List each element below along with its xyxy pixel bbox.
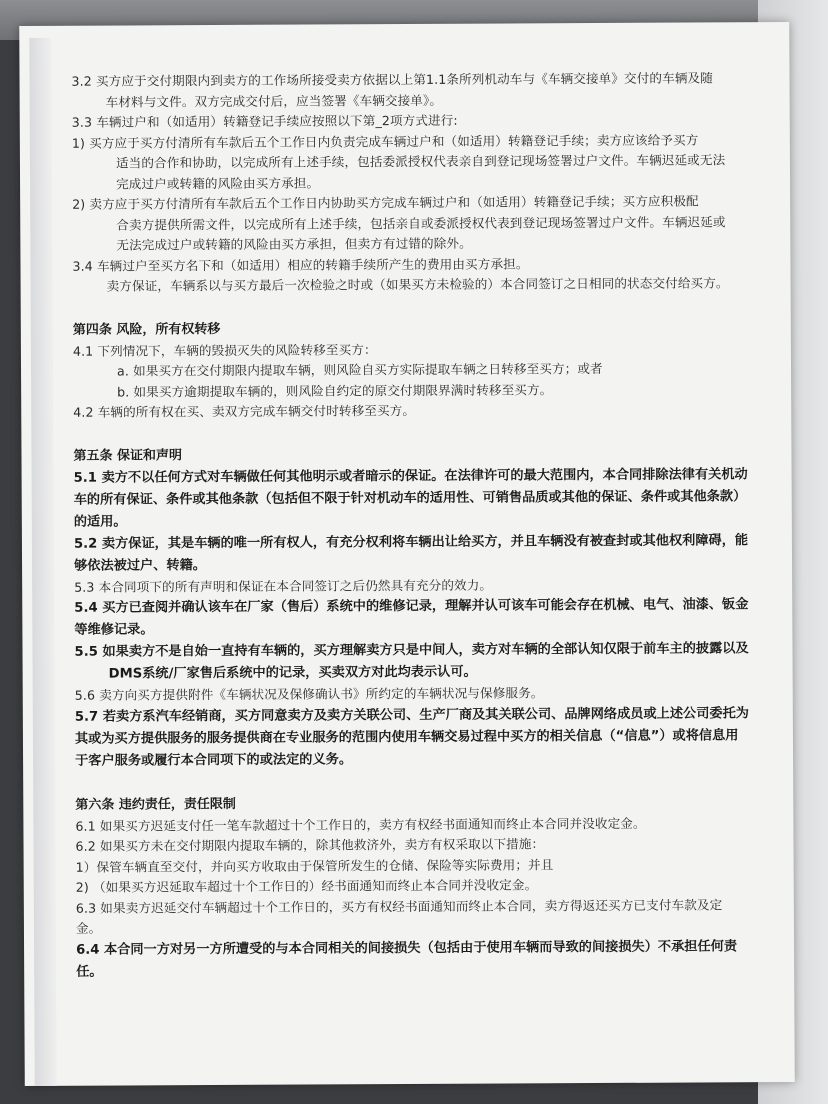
text-line: 完成过户或转籍的风险由买方承担。	[116, 174, 320, 192]
text-line: 5.5 如果卖方不是自始一直持有车辆的，买方理解卖方只是中间人，卖方对车辆的全部认知仅限于前车主的披露以及	[74, 641, 749, 660]
text-line: 适当的合作和协助，以完成所有上述手续，包括委派授权代表亲自到登记现场签署过户文件。车辆迟延或无法	[115, 152, 726, 171]
text-line: 1）保管车辆直至交付，并向买方收取由于保管所发生的仓储、保险等实际费用；并且	[75, 856, 554, 875]
text-line: 5.1 卖方不以任何方式对车辆做任何其他明示或者暗示的保证。在法律许可的最大范围内，本合同排除法律有关机动	[73, 466, 748, 486]
text-line: 5.7 若卖方系汽车经销商，买方同意卖方及卖方关联公司、生产厂商及其关联公司、品牌网络成员或上述公司委托为	[74, 705, 750, 725]
section-heading: 第五条 保证和声明	[73, 447, 183, 464]
text-line: 卖方保证，车辆系以与买方最后一次检验之时或（如果买方未检验的）本合同签订之日相同的状态交付给买方。	[106, 275, 729, 294]
text-line: 金。	[75, 920, 102, 936]
contract-text	[71, 68, 766, 983]
text-line: 任。	[76, 964, 103, 980]
section-heading: 第四条 风险，所有权转移	[72, 321, 221, 338]
text-line: a. 如果买方在交付期限内提取车辆，则风险自买方实际提取车辆之日转移至买方；或者	[116, 360, 603, 379]
text-line: 3.4 车辆过户至买方名下和（如适用）相应的转籍手续所产生的费用由买方承担。	[72, 255, 529, 274]
text-line: 等维修记录。	[74, 622, 154, 638]
text-line: 4.1 下列情况下，车辆的毁损灭失的风险转移至买方：	[72, 341, 377, 359]
text-line: 6.4 本合同一方对另一方所遭受的与本合同相关的间接损失（包括由于使用车辆而导致的间接损失）不承担任何责	[76, 938, 738, 958]
text-line: 5.6 卖方向买方提供附件《车辆状况及保修确认书》所约定的车辆状况与保修服务。	[74, 685, 544, 703]
text-line: 于客户服务或履行本合同项下的或法定的义务。	[75, 751, 353, 769]
text-line: 够依法被过户、转籍。	[74, 557, 206, 574]
text-line: 5.3 本合同项下的所有声明和保证在本合同签订之后仍然具有充分的效力。	[74, 577, 493, 595]
text-line: 2) （如果买方迟延取车超过十个工作日的）经书面通知而终止本合同并没收定金。	[75, 877, 538, 895]
text-line: 无法完成过户或转籍的风险由买方承担，但卖方有过错的除外。	[116, 235, 472, 253]
text-line: 6.3 如果卖方迟延交付车辆超过十个工作日的，买方有权经书面通知而终止本合同，卖方得返还买方已支付车款及定	[75, 896, 723, 916]
text-line: DMS系统/厂家售后系统中的记录，买卖双方对此均表示认可。	[108, 664, 477, 682]
text-line: 6.2 如果买方未在交付期限内提取车辆的，除其他救济外，卖方有权采取以下措施：	[75, 836, 545, 854]
page-edge	[29, 38, 57, 1086]
text-line: 其或为买方提供服务的服务提供商在专业服务的范围内使用车辆交易过程中买方的相关信息（“信息”）或将信息用	[74, 727, 739, 747]
text-line: 3.2 买方应于交付期限内到卖方的工作场所接受卖方依据以上第1.1条所列机动车与《车辆交接单》交付的车辆及随	[71, 70, 713, 89]
text-line: 4.2 车辆的所有权在买、卖双方完成车辆交付时转移至买方。	[73, 402, 416, 420]
text-line: 合卖方提供所需文件，以完成所有上述手续，包括亲自或委派授权代表到登记现场签署过户文件。车辆迟延或	[116, 213, 726, 233]
text-line: 3.3 车辆过户和（如适用）转籍登记手续应按照以下第_2项方式进行:	[71, 112, 458, 130]
text-line: 的适用。	[73, 513, 127, 530]
contract-page	[19, 22, 795, 1086]
text-line: 6.1 如果买方迟延支付任一笔车款超过十个工作日的，卖方有权经书面通知而终止本合同并没收定金。	[75, 815, 646, 834]
text-line: 车的所有保证、条件或其他条款（包括但不限于针对机动车的适用性、可销售品质或其他的保证、条件或其他条款）	[73, 488, 747, 508]
text-line: 5.2 卖方保证，其是车辆的唯一所有权人，有充分权利将车辆出让给买方，并且车辆没有被查封或其他权利障碍，能	[73, 532, 749, 552]
text-line: 2) 卖方应于买方付清所有车款后五个工作日内协助买方完成车辆过户和（如适用）转籍登记手续；买方应积极配	[72, 193, 699, 212]
text-line: 1) 买方应于买方付清所有车款后五个工作日内负责完成车辆过户和（如适用）转籍登记手续；卖方应该给予买方	[71, 131, 699, 151]
text-line: 车材料与文件。双方完成交付后，应当签署《车辆交接单》。	[105, 92, 443, 110]
text-line: 5.4 买方已查阅并确认该车在厂家（售后）系统中的维修记录，理解并认可该车可能会存在机械、电气、油漆、钣金	[74, 597, 749, 616]
text-line: b. 如果买方逾期提取车辆的，则风险自约定的原交付期限界满时转移至买方。	[117, 381, 553, 400]
section-heading: 第六条 违约责任，责任限制	[75, 796, 236, 813]
